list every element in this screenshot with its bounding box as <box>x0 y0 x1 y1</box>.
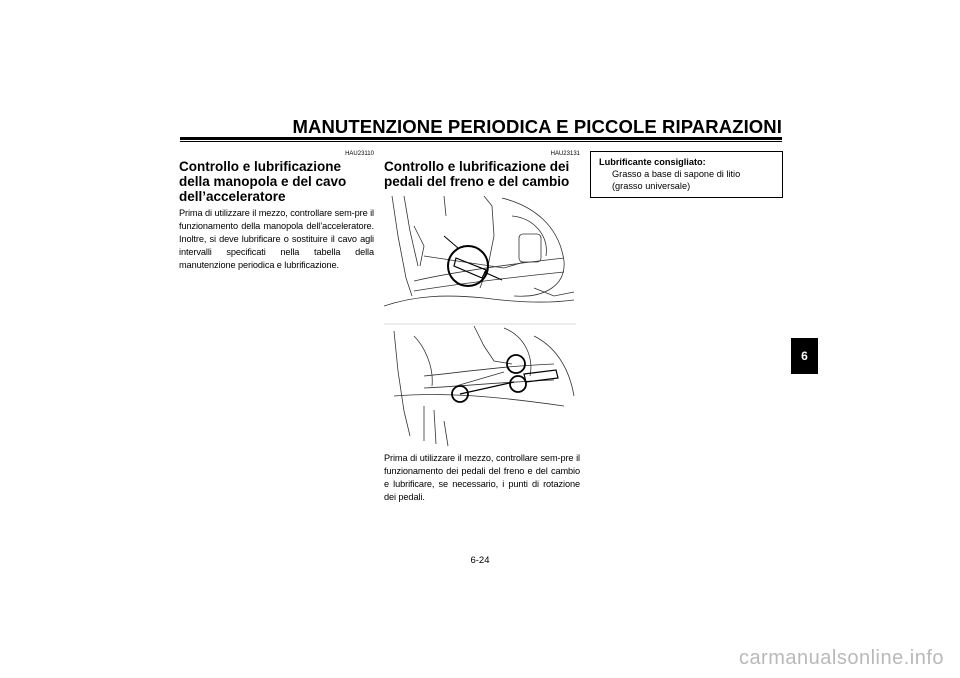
header-rule-thin <box>180 141 782 142</box>
page-number: 6-24 <box>470 555 490 566</box>
section-body: Prima di utilizzare il mezzo, controllare sem-pre il funzionamento della manopola dell’acceleratore. Inoltre, si deve lubrificare o sostituire il cavo agli intervalli specificati nella tabella della manutenzione periodica e lubrificazione. <box>179 208 374 270</box>
pedal-illustration <box>384 196 576 451</box>
lubricant-line-2: (grasso universale) <box>612 181 691 191</box>
middle-column <box>384 150 580 192</box>
section-code: HAU23131 <box>550 151 580 157</box>
section-title: Controllo e lubrificazione della manopola e del cavo dell’acceleratore <box>179 159 347 204</box>
section-code: HAU23110 <box>345 151 374 157</box>
lubricant-box <box>590 151 783 198</box>
chapter-tab: 6 <box>791 338 818 374</box>
header-rule <box>180 137 782 140</box>
section-title: Controllo e lubrificazione dei pedali del freno e del cambio <box>384 159 570 189</box>
lubricant-label: Lubrificante consigliato: <box>599 157 706 167</box>
lubricant-line-1: Grasso a base di sapone di litio <box>612 169 741 179</box>
left-column <box>179 150 374 272</box>
figure-caption-text <box>384 452 580 504</box>
watermark: carmanualsonline.info <box>738 647 944 669</box>
page-header-title: MANUTENZIONE PERIODICA E PICCOLE RIPARAZIONI <box>292 116 782 137</box>
section-body: Prima di utilizzare il mezzo, controllare sem-pre il funzionamento dei pedali del freno e del cambio e lubrificare, se necessario, i punti di rotazione dei pedali. <box>384 453 580 502</box>
